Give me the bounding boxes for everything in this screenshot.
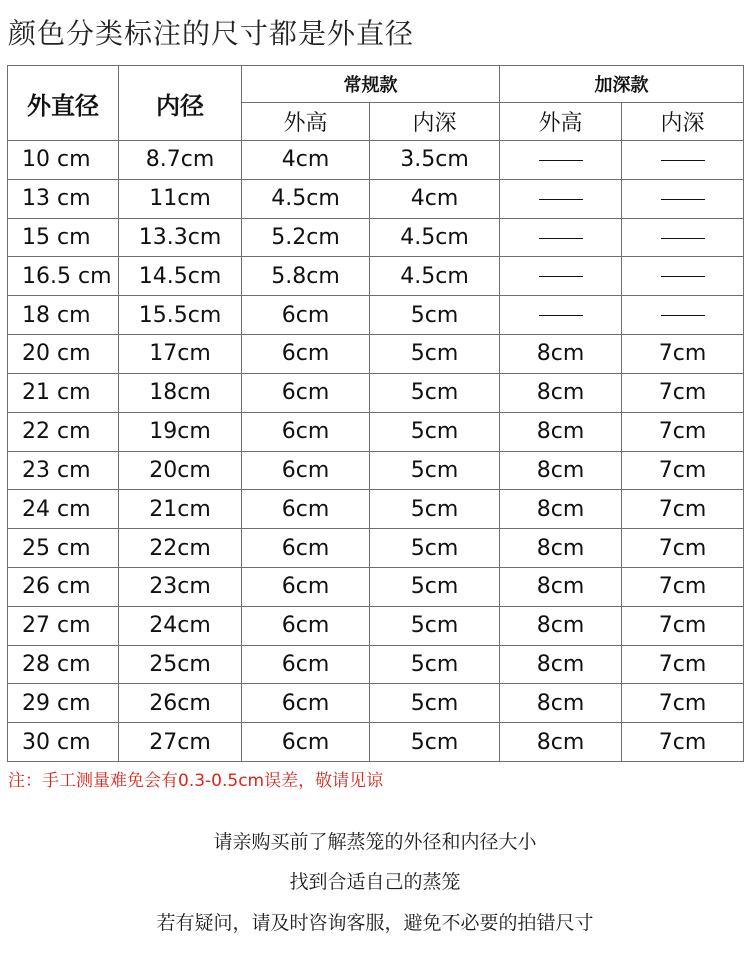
- measurement-note: 注：手工测量难免会有0.3-0.5cm误差，敬请见谅: [8, 771, 384, 791]
- regular-inner-depth-cell: 5cm: [370, 684, 500, 723]
- deep-inner-depth-cell: 7cm: [622, 684, 744, 723]
- regular-outer-height-cell: 6cm: [242, 373, 370, 412]
- regular-inner-depth-cell: 5cm: [370, 335, 500, 374]
- deep-outer-height-cell: 8cm: [500, 606, 622, 645]
- inner-diameter-cell: 25cm: [119, 645, 242, 684]
- regular-outer-height-cell: 6cm: [242, 296, 370, 335]
- inner-diameter-cell: 21cm: [119, 490, 242, 529]
- inner-diameter-cell: 13.3cm: [119, 218, 242, 257]
- deep-outer-height-cell: 8cm: [500, 684, 622, 723]
- header-outer-diameter: 外直径: [8, 66, 119, 141]
- header-deep-outer-height: 外高: [500, 103, 622, 141]
- regular-inner-depth-cell: 4.5cm: [370, 218, 500, 257]
- outer-diameter-cell: 30 cm: [8, 723, 119, 762]
- table-row: [8, 451, 744, 490]
- deep-outer-height-cell: 8cm: [500, 335, 622, 374]
- deep-inner-depth-cell: [622, 296, 744, 335]
- table-row: [8, 412, 744, 451]
- size-table-body: [8, 141, 744, 762]
- regular-outer-height-cell: 6cm: [242, 490, 370, 529]
- regular-inner-depth-cell: 5cm: [370, 296, 500, 335]
- not-available-dash: [661, 160, 705, 161]
- deep-inner-depth-cell: 7cm: [622, 723, 744, 762]
- regular-inner-depth-cell: 5cm: [370, 567, 500, 606]
- regular-inner-depth-cell: 5cm: [370, 529, 500, 568]
- regular-inner-depth-cell: 5cm: [370, 412, 500, 451]
- header-deep-group: 加深款: [500, 66, 744, 103]
- deep-inner-depth-cell: 7cm: [622, 567, 744, 606]
- regular-outer-height-cell: 6cm: [242, 645, 370, 684]
- size-table: [7, 65, 744, 762]
- deep-outer-height-cell: 8cm: [500, 723, 622, 762]
- regular-outer-height-cell: 5.2cm: [242, 218, 370, 257]
- deep-outer-height-cell: 8cm: [500, 645, 622, 684]
- outer-diameter-cell: 27 cm: [8, 606, 119, 645]
- regular-inner-depth-cell: 4.5cm: [370, 257, 500, 296]
- inner-diameter-cell: 20cm: [119, 451, 242, 490]
- regular-outer-height-cell: 6cm: [242, 723, 370, 762]
- inner-diameter-cell: 22cm: [119, 529, 242, 568]
- deep-outer-height-cell: 8cm: [500, 451, 622, 490]
- deep-inner-depth-cell: 7cm: [622, 335, 744, 374]
- regular-inner-depth-cell: 5cm: [370, 451, 500, 490]
- not-available-dash: [539, 276, 583, 277]
- inner-diameter-cell: 18cm: [119, 373, 242, 412]
- header-regular-group: 常规款: [242, 66, 500, 103]
- outer-diameter-cell: 16.5 cm: [8, 257, 119, 296]
- table-row: [8, 373, 744, 412]
- not-available-dash: [539, 315, 583, 316]
- deep-outer-height-cell: [500, 218, 622, 257]
- deep-outer-height-cell: [500, 179, 622, 218]
- regular-inner-depth-cell: 5cm: [370, 490, 500, 529]
- inner-diameter-cell: 8.7cm: [119, 141, 242, 180]
- table-row: [8, 567, 744, 606]
- regular-outer-height-cell: 6cm: [242, 335, 370, 374]
- regular-inner-depth-cell: 4cm: [370, 179, 500, 218]
- table-row: [8, 529, 744, 568]
- outer-diameter-cell: 28 cm: [8, 645, 119, 684]
- table-row: [8, 684, 744, 723]
- regular-inner-depth-cell: 5cm: [370, 723, 500, 762]
- deep-inner-depth-cell: 7cm: [622, 529, 744, 568]
- outer-diameter-cell: 13 cm: [8, 179, 119, 218]
- table-row: [8, 257, 744, 296]
- table-row: [8, 218, 744, 257]
- deep-outer-height-cell: [500, 296, 622, 335]
- deep-inner-depth-cell: [622, 257, 744, 296]
- regular-outer-height-cell: 6cm: [242, 684, 370, 723]
- deep-inner-depth-cell: 7cm: [622, 645, 744, 684]
- not-available-dash: [539, 238, 583, 239]
- table-row: [8, 490, 744, 529]
- regular-outer-height-cell: 4cm: [242, 141, 370, 180]
- regular-inner-depth-cell: 5cm: [370, 645, 500, 684]
- deep-outer-height-cell: [500, 141, 622, 180]
- regular-outer-height-cell: 6cm: [242, 567, 370, 606]
- outer-diameter-cell: 21 cm: [8, 373, 119, 412]
- regular-inner-depth-cell: 3.5cm: [370, 141, 500, 180]
- inner-diameter-cell: 11cm: [119, 179, 242, 218]
- deep-outer-height-cell: 8cm: [500, 567, 622, 606]
- regular-outer-height-cell: 6cm: [242, 451, 370, 490]
- inner-diameter-cell: 15.5cm: [119, 296, 242, 335]
- deep-inner-depth-cell: 7cm: [622, 412, 744, 451]
- regular-outer-height-cell: 4.5cm: [242, 179, 370, 218]
- footer-line-1: 请亲购买前了解蒸笼的外径和内径大小: [213, 831, 537, 853]
- not-available-dash: [539, 160, 583, 161]
- outer-diameter-cell: 29 cm: [8, 684, 119, 723]
- footer-line-3: 若有疑问，请及时咨询客服，避免不必要的拍错尺寸: [156, 912, 594, 934]
- regular-inner-depth-cell: 5cm: [370, 606, 500, 645]
- regular-inner-depth-cell: 5cm: [370, 373, 500, 412]
- outer-diameter-cell: 22 cm: [8, 412, 119, 451]
- outer-diameter-cell: 25 cm: [8, 529, 119, 568]
- inner-diameter-cell: 23cm: [119, 567, 242, 606]
- outer-diameter-cell: 26 cm: [8, 567, 119, 606]
- header-regular-outer-height: 外高: [242, 103, 370, 141]
- table-row: [8, 179, 744, 218]
- header-regular-inner-depth: 内深: [370, 103, 500, 141]
- inner-diameter-cell: 17cm: [119, 335, 242, 374]
- deep-inner-depth-cell: [622, 141, 744, 180]
- not-available-dash: [661, 238, 705, 239]
- deep-inner-depth-cell: 7cm: [622, 490, 744, 529]
- inner-diameter-cell: 27cm: [119, 723, 242, 762]
- page-heading: 颜色分类标注的尺寸都是外直径: [8, 17, 415, 50]
- not-available-dash: [661, 315, 705, 316]
- deep-outer-height-cell: [500, 257, 622, 296]
- inner-diameter-cell: 24cm: [119, 606, 242, 645]
- outer-diameter-cell: 10 cm: [8, 141, 119, 180]
- inner-diameter-cell: 14.5cm: [119, 257, 242, 296]
- outer-diameter-cell: 23 cm: [8, 451, 119, 490]
- regular-outer-height-cell: 6cm: [242, 529, 370, 568]
- header-inner-diameter: 内径: [119, 66, 242, 141]
- deep-inner-depth-cell: [622, 179, 744, 218]
- deep-outer-height-cell: 8cm: [500, 373, 622, 412]
- regular-outer-height-cell: 6cm: [242, 606, 370, 645]
- deep-inner-depth-cell: 7cm: [622, 606, 744, 645]
- not-available-dash: [661, 199, 705, 200]
- inner-diameter-cell: 19cm: [119, 412, 242, 451]
- table-row: [8, 335, 744, 374]
- regular-outer-height-cell: 6cm: [242, 412, 370, 451]
- table-row: [8, 141, 744, 180]
- outer-diameter-cell: 20 cm: [8, 335, 119, 374]
- footer-line-2: 找到合适自己的蒸笼: [289, 871, 461, 893]
- table-row: [8, 296, 744, 335]
- not-available-dash: [539, 199, 583, 200]
- regular-outer-height-cell: 5.8cm: [242, 257, 370, 296]
- header-deep-inner-depth: 内深: [622, 103, 744, 141]
- deep-inner-depth-cell: 7cm: [622, 373, 744, 412]
- table-row: [8, 606, 744, 645]
- deep-inner-depth-cell: [622, 218, 744, 257]
- outer-diameter-cell: 15 cm: [8, 218, 119, 257]
- not-available-dash: [661, 276, 705, 277]
- deep-outer-height-cell: 8cm: [500, 490, 622, 529]
- outer-diameter-cell: 24 cm: [8, 490, 119, 529]
- deep-outer-height-cell: 8cm: [500, 529, 622, 568]
- deep-inner-depth-cell: 7cm: [622, 451, 744, 490]
- outer-diameter-cell: 18 cm: [8, 296, 119, 335]
- deep-outer-height-cell: 8cm: [500, 412, 622, 451]
- table-row: [8, 645, 744, 684]
- inner-diameter-cell: 26cm: [119, 684, 242, 723]
- table-row: [8, 723, 744, 762]
